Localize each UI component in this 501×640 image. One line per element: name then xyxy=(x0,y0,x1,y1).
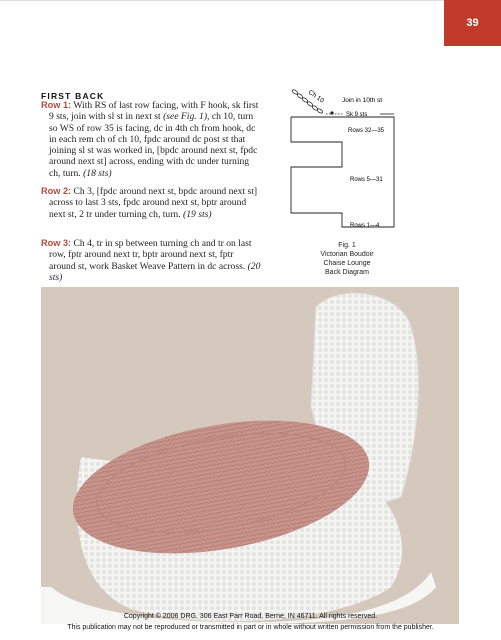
row-3-instruction xyxy=(41,238,261,283)
rows-mid-label: Rows 5—31 xyxy=(350,177,383,183)
row-label: Row 2: xyxy=(41,186,72,196)
instruction-text: (see Fig. 1) xyxy=(163,111,208,123)
instruction-text: With RS of last row facing, with F hook, sk first 9 sts, join with sl st in next st xyxy=(49,100,259,123)
row-2-instruction xyxy=(41,186,261,220)
instruction-text: , ch 10, turn so WS of row 35 is facing, dc in 4th ch from hook, dc in each rem ch of ch 10, fpdc around dc post st that joining sl st was worked in, [bpdc around next st, fpdc around next st] across, ending with dc under turning ch, turn. xyxy=(49,111,258,179)
caption-fig: Fig. 1 xyxy=(338,242,356,249)
caption-line2: Chaise Lounge xyxy=(323,260,371,267)
copyright-line: Copyright © 2006 DRG, 306 East Parr Road, Berne, IN 46711. All rights reserved. xyxy=(123,613,378,620)
caption-line3: Back Diagram xyxy=(325,269,369,276)
diagram-caption xyxy=(282,241,412,277)
instruction-text: Ch 4, tr in sp between turning ch and tr on last row, fptr around next tr, bptr around next st, fptr around st, work Basket Weave Pattern in dc across. xyxy=(49,238,252,272)
top-rule xyxy=(0,0,444,1)
product-photo xyxy=(41,287,459,624)
instruction-text: (19 sts) xyxy=(183,208,212,220)
instruction-text: (18 sts) xyxy=(83,167,112,179)
instruction-text: (20 sts) xyxy=(49,260,261,283)
caption-line1: Victorian Boudoir xyxy=(320,251,374,258)
chaise-lounge-illustration xyxy=(41,287,459,624)
skip-label: Sk 9 sts xyxy=(346,112,368,118)
rights-notice: This publication may not be reproduced or transmitted in part or in whole without written permission from the publisher. xyxy=(67,624,434,631)
row-label: Row 3: xyxy=(41,238,72,248)
rows-top-label: Rows 32—35 xyxy=(348,128,385,134)
row-label: Row 1: xyxy=(41,100,72,110)
rows-bottom-label: Rows 1—4 xyxy=(350,223,380,229)
page-number: 39 xyxy=(444,0,501,46)
row-1-instruction xyxy=(41,100,261,179)
chain-label: Ch 10 xyxy=(306,88,326,105)
join-label: Join in 10th st xyxy=(342,97,383,104)
section-heading: FIRST BACK xyxy=(41,91,105,101)
instruction-text: Ch 3, [fpdc around next st, bpdc around next st] across to last 3 sts, fpdc around next st, bptr around next st, 2 tr under turning ch, turn. xyxy=(49,186,258,220)
